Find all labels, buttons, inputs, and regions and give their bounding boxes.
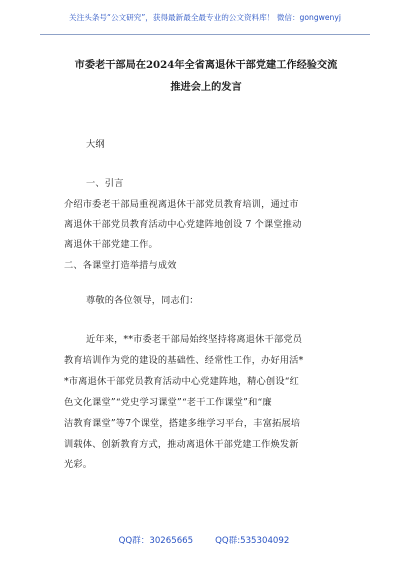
- document-title-line-2: 推进会上的发言: [170, 81, 242, 93]
- footer: [0, 534, 408, 546]
- paragraph-line: 教育培训作为党的建设的基础性、经常性工作，办好用活*: [64, 355, 304, 366]
- intro-text-line: 介绍市委老干部局重视离退休干部党员教育培训，通过市: [64, 199, 299, 210]
- greeting: 尊敬的各位领导，同志们：: [86, 295, 199, 306]
- section-heading-measures: 二、各课堂打造举措与成效: [64, 260, 177, 271]
- paragraph-line: 训载体、创新教育方式，推动离退休干部党建工作焕发新: [64, 439, 299, 450]
- paragraph-line: *市离退休干部党员教育活动中心党建阵地，精心创设“红: [64, 376, 299, 387]
- header-banner: 关注头条号“公文研究”，获得最新最全最专业的公文资料库！ 微信：gongwenyj: [69, 13, 341, 22]
- paragraph-line: 光彩。: [64, 459, 93, 470]
- footer-qq-group-2: QQ群:535304092: [215, 536, 290, 546]
- intro-text-line: 离退休干部党员教育活动中心党建阵地创设 7 个课堂推动: [64, 219, 302, 230]
- header-divider: [40, 34, 370, 35]
- footer-qq-group-1: QQ群：30265665: [118, 536, 194, 546]
- paragraph-line: 洁教育课堂”等7个课堂，搭建多维学习平台，丰富拓展培: [64, 418, 301, 429]
- paragraph-line: 色文化课堂”“党史学习课堂”“老干工作课堂”和“廉: [64, 397, 272, 408]
- intro-text-line: 离退休干部党建工作。: [64, 239, 158, 250]
- section-heading-intro: 一、引言: [86, 178, 124, 189]
- outline-heading: 大纲: [86, 139, 105, 150]
- paragraph-line: 近年来，**市委老干部局始终坚持将离退休干部党员: [86, 334, 303, 345]
- document-title-line-1: 市委老干部局在2024年全省离退休干部党建工作经验交流: [74, 59, 338, 71]
